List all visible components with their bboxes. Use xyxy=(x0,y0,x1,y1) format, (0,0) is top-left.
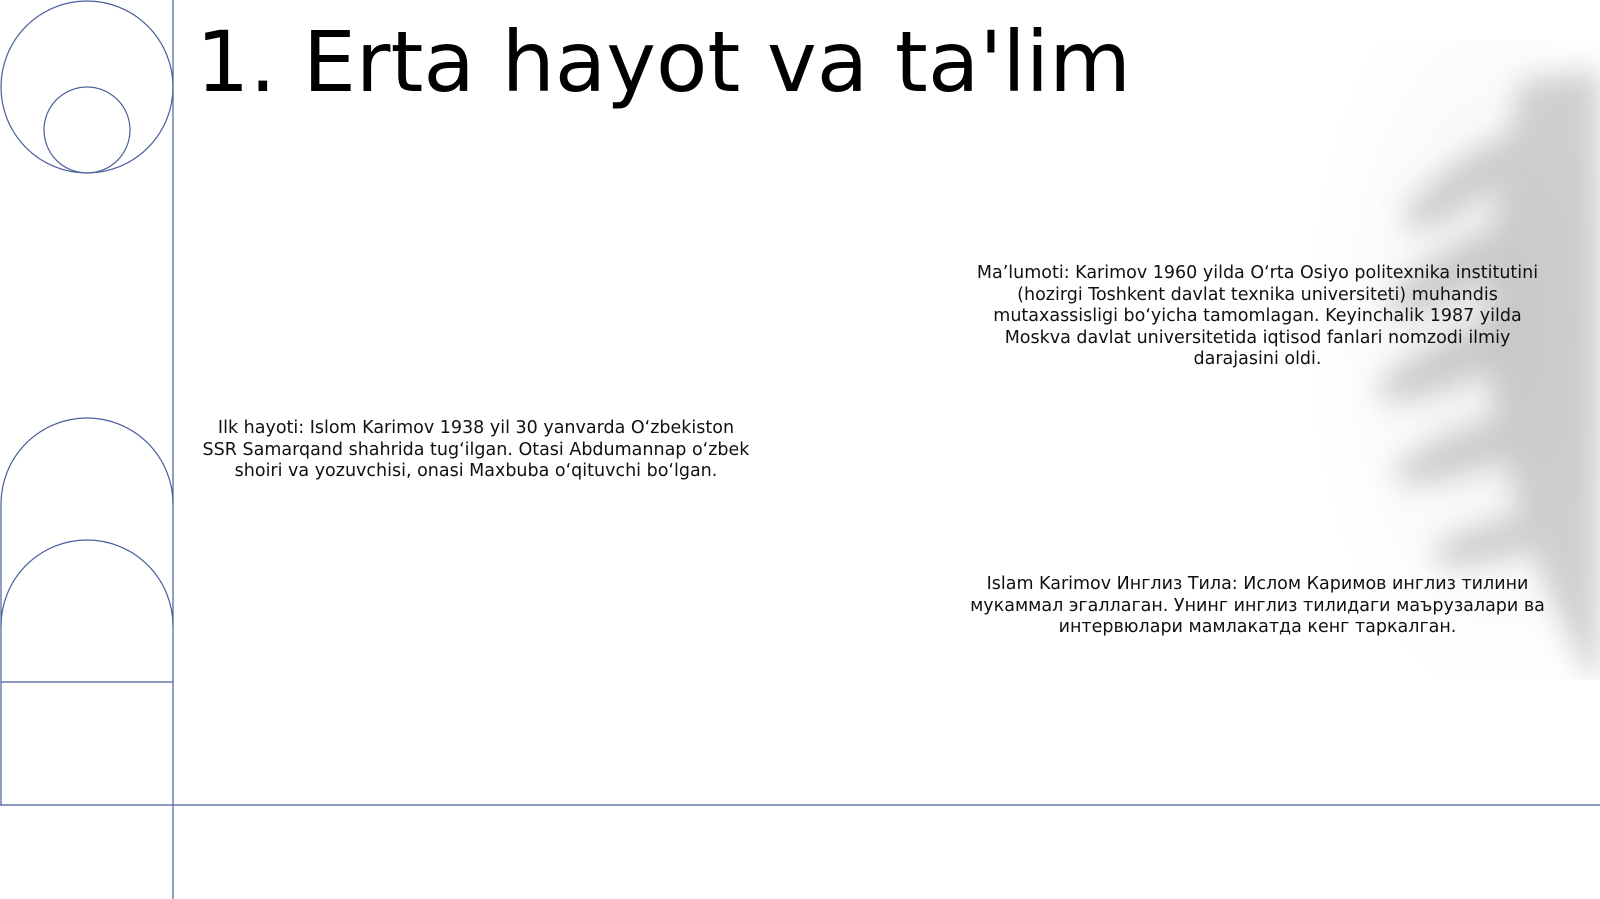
upper-arch-outline xyxy=(1,418,173,805)
lower-arch-outline xyxy=(1,540,173,626)
slide-title: 1. Erta hayot va ta'lim xyxy=(196,13,1131,111)
early-life-text: Ilk hayoti: Islom Karimov 1938 yil 30 yanvarda O‘zbekiston SSR Samarqand shahrida tug‘ilgan. Otasi Abdumannap o‘zbek shoiri va yozuvchisi, onasi Maxbuba o‘qituvchi bo‘lgan. xyxy=(202,418,750,482)
education-text: Ma’lumoti: Karimov 1960 yilda O‘rta Osiyo politexnika institutini (hozirgi Toshkent davlat texnika universiteti) muhandis mutaxassisligi bo‘yicha tamomlagan. Keyinchalik 1987 yilda Moskva davlat universitetida iqtisod fanlari nomzodi ilmiy darajasini oldi. xyxy=(976,263,1539,370)
small-circle-outline xyxy=(44,87,130,173)
english-language-text: Islam Karimov Инглиз Тила: Ислом Каримов инглиз тилини мукаммал эгаллаган. Унинг инглиз тилидаги маърузалари ва интервюлари мамлакатда кенг таркалган. xyxy=(970,574,1545,638)
